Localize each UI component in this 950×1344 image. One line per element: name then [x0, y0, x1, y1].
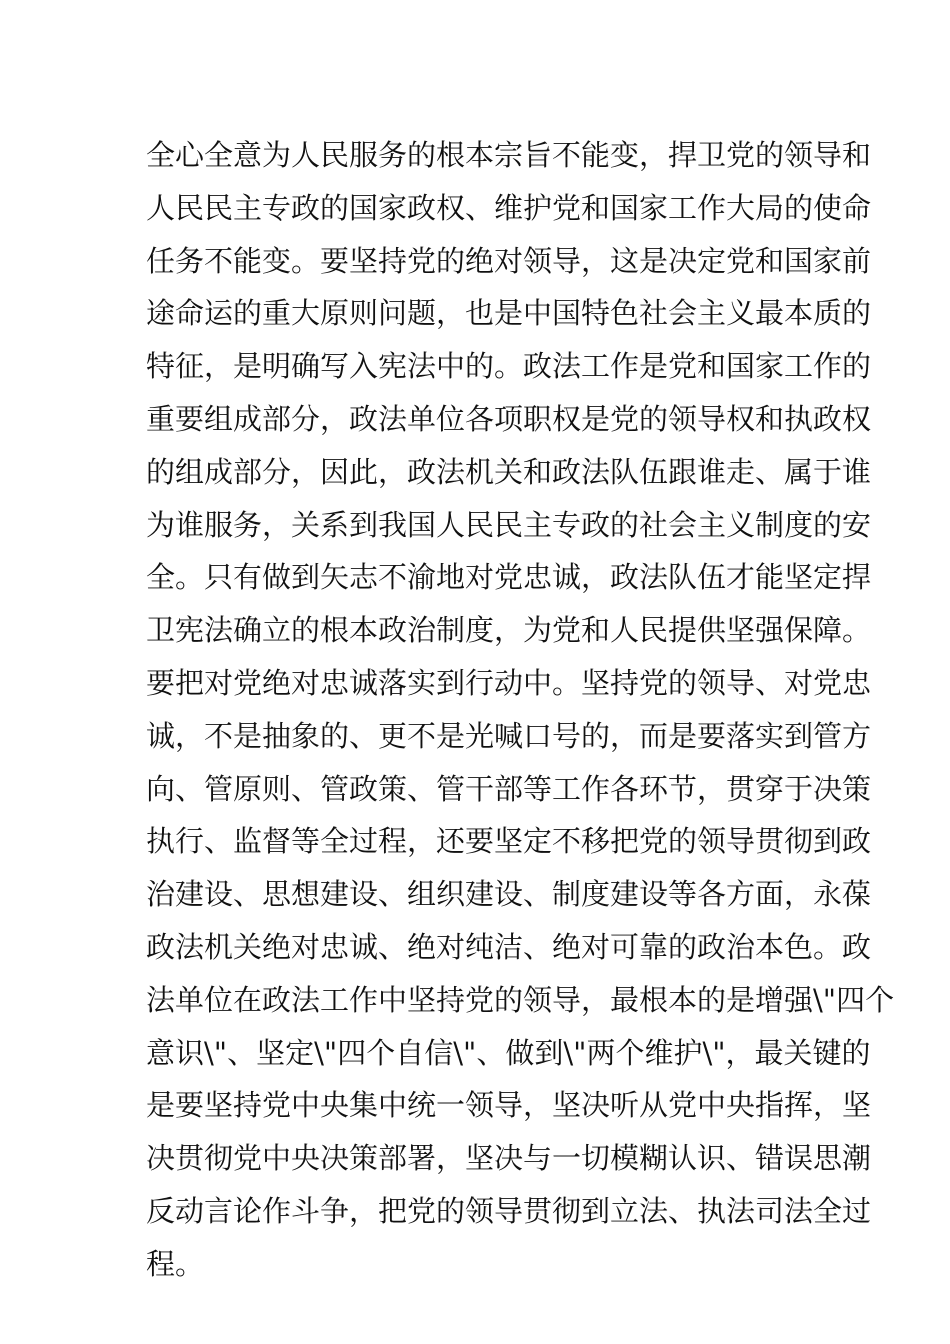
text-line: 重要组成部分，政法单位各项职权是党的领导权和执政权	[146, 401, 872, 436]
text-line: 诚，不是抽象的、更不是光喊口号的，而是要落实到管方	[146, 718, 872, 753]
body-paragraph	[146, 129, 895, 1291]
text-line: 的组成部分，因此，政法机关和政法队伍跟谁走、属于谁	[146, 454, 872, 489]
text-line: 执行、监督等全过程，还要坚定不移把党的领导贯彻到政	[146, 824, 872, 859]
text-line: 程。	[146, 1246, 205, 1281]
text-line: 特征，是明确写入宪法中的。政法工作是党和国家工作的	[146, 349, 872, 384]
text-line: 为谁服务，关系到我国人民民主专政的社会主义制度的安	[146, 507, 872, 542]
text-line: 决贯彻党中央决策部署，坚决与一切模糊认识、错误思潮	[146, 1141, 872, 1176]
text-line: 法单位在政法工作中坚持党的领导，最根本的是增强\"四个	[146, 982, 895, 1017]
text-line: 政法机关绝对忠诚、绝对纯洁、绝对可靠的政治本色。政	[146, 929, 872, 964]
text-line: 途命运的重大原则问题，也是中国特色社会主义最本质的	[146, 296, 872, 331]
text-line: 向、管原则、管政策、管干部等工作各环节，贯穿于决策	[146, 771, 872, 806]
text-line: 是要坚持党中央集中统一领导，坚决听从党中央指挥，坚	[146, 1088, 872, 1123]
text-line: 治建设、思想建设、组织建设、制度建设等各方面，永葆	[146, 877, 872, 912]
text-line: 全。只有做到矢志不渝地对党忠诚，政法队伍才能坚定捍	[146, 560, 872, 595]
text-line: 反动言论作斗争，把党的领导贯彻到立法、执法司法全过	[146, 1193, 872, 1228]
text-line: 卫宪法确立的根本政治制度，为党和人民提供坚强保障。	[146, 613, 872, 648]
text-line: 任务不能变。要坚持党的绝对领导，这是决定党和国家前	[146, 243, 872, 278]
text-line: 意识\"、坚定\"四个自信\"、做到\"两个维护\"，最关键的	[146, 1035, 871, 1070]
text-line: 全心全意为人民服务的根本宗旨不能变，捍卫党的领导和	[146, 138, 872, 172]
text-line: 人民民主专政的国家政权、维护党和国家工作大局的使命	[146, 190, 872, 225]
text-line: 要把对党绝对忠诚落实到行动中。坚持党的领导、对党忠	[146, 665, 872, 700]
